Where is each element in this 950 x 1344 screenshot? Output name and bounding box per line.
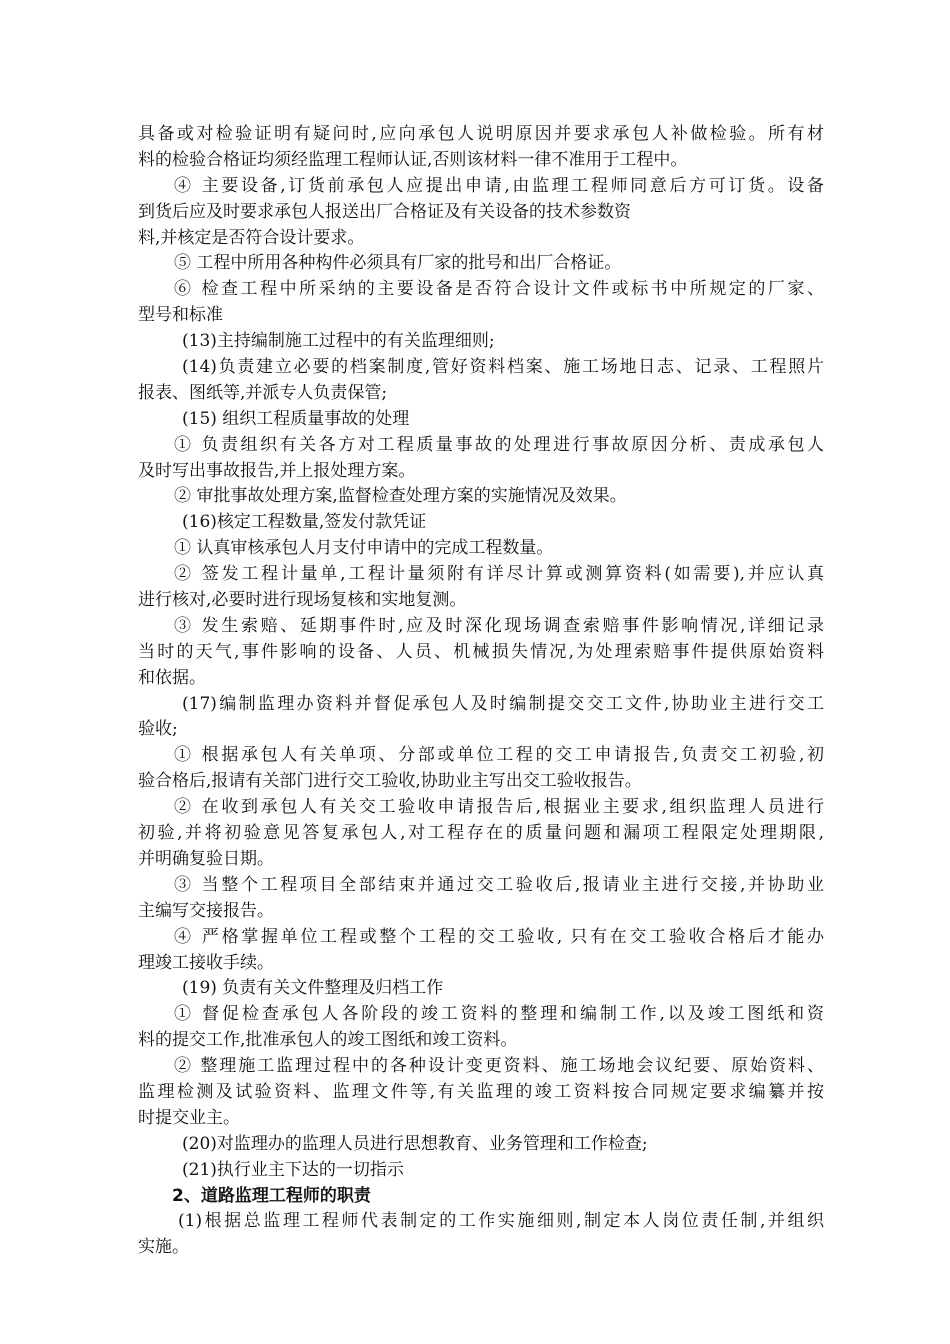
text-line: ① 根据承包人有关单项、分部或单位工程的交工申请报告,负责交工初验,初	[174, 745, 824, 766]
text-line: (14)负责建立必要的档案制度,管好资料档案、施工场地日志、记录、工程照片	[182, 357, 824, 378]
text-line: 实施。	[138, 1237, 189, 1258]
text-line: 和依据。	[138, 667, 206, 688]
text-line: ⑥ 检查工程中所采纳的主要设备是否符合设计文件或标书中所规定的厂家、	[174, 279, 824, 300]
text-line: 型号和标准	[138, 305, 223, 326]
text-line: (19) 负责有关文件整理及归档工作	[182, 978, 444, 999]
text-line: ④ 主要设备,订货前承包人应提出申请,由监理工程师同意后方可订货。设备	[174, 175, 824, 196]
text-line: 验合格后,报请有关部门进行交工验收,协助业主写出交工验收报告。	[138, 771, 642, 792]
text-line: (15) 组织工程质量事故的处理	[182, 408, 410, 429]
text-line: 初验,并将初验意见答复承包人,对工程存在的质量问题和漏项工程限定处理期限,	[138, 823, 824, 844]
text-line: ④ 严格掌握单位工程或整个工程的交工验收, 只有在交工验收合格后才能办	[174, 926, 824, 947]
text-line: (16)核定工程数量,签发付款凭证	[182, 512, 427, 533]
text-line: 验收;	[138, 719, 178, 740]
text-line: 理竣工接收手续。	[138, 952, 274, 973]
text-line: ① 认真审核承包人月支付申请中的完成工程数量。	[174, 538, 554, 559]
text-line: ① 督促检查承包人各阶段的竣工资料的整理和编制工作,以及竣工图纸和资	[174, 1004, 824, 1025]
section-heading: 2、道路监理工程师的职责	[172, 1185, 371, 1206]
text-line: ② 审批事故处理方案,监督检查处理方案的实施情况及效果。	[174, 486, 627, 507]
text-line: (13)主持编制施工过程中的有关监理细则;	[182, 331, 495, 352]
text-line: ② 签发工程计量单,工程计量须附有详尽计算或测算资料(如需要),并应认真	[174, 564, 824, 585]
text-line: ② 在收到承包人有关交工验收申请报告后,根据业主要求,组织监理人员进行	[174, 797, 824, 818]
text-line: 监理检测及试验资料、监理文件等,有关监理的竣工资料按合同规定要求编纂并按	[138, 1081, 824, 1102]
text-line: 当时的天气,事件影响的设备、人员、机械损失情况,为处理索赔事件提供原始资料	[138, 641, 824, 662]
text-line: ⑤ 工程中所用各种构件必须具有厂家的批号和出厂合格证。	[174, 253, 622, 274]
text-line: ① 负责组织有关各方对工程质量事故的处理进行事故原因分析、责成承包人	[174, 434, 824, 455]
text-line: 料的提交工作,批准承包人的竣工图纸和竣工资料。	[138, 1030, 518, 1051]
text-line: 具备或对检验证明有疑问时,应向承包人说明原因并要求承包人补做检验。所有材	[138, 124, 824, 144]
text-line: 及时写出事故报告,并上报处理方案。	[138, 460, 416, 481]
document-body	[138, 122, 824, 1261]
text-line: 进行核对,必要时进行现场复核和实地复测。	[138, 590, 467, 611]
text-line: ② 整理施工监理过程中的各种设计变更资料、施工场地会议纪要、原始资料、	[174, 1056, 824, 1077]
text-line: 主编写交接报告。	[138, 900, 274, 921]
text-line: ③ 发生索赔、延期事件时,应及时深化现场调查索赔事件影响情况,详细记录	[174, 615, 824, 636]
text-line: (1)根据总监理工程师代表制定的工作实施细则,制定本人岗位责任制,并组织	[178, 1211, 824, 1232]
text-line: 时提交业主。	[138, 1107, 240, 1128]
text-line: ③ 当整个工程项目全部结束并通过交工验收后,报请业主进行交接,并协助业	[174, 874, 824, 895]
text-line: 报表、图纸等,并派专人负责保管;	[138, 382, 388, 403]
text-line: (21)执行业主下达的一切指示	[182, 1159, 404, 1180]
text-line: (17)编制监理办资料并督促承包人及时编制提交交工文件,协助业主进行交工	[182, 693, 824, 714]
text-line: (20)对监理办的监理人员进行思想教育、业务管理和工作检查;	[182, 1133, 648, 1154]
text-line: 到货后应及时要求承包人报送出厂合格证及有关设备的技术参数资	[138, 201, 631, 222]
text-line: 料,并核定是否符合设计要求。	[138, 227, 365, 248]
text-line: 并明确复验日期。	[138, 848, 274, 869]
text-line: 料的检验合格证均须经监理工程师认证,否则该材料一律不准用于工程中。	[138, 149, 688, 170]
